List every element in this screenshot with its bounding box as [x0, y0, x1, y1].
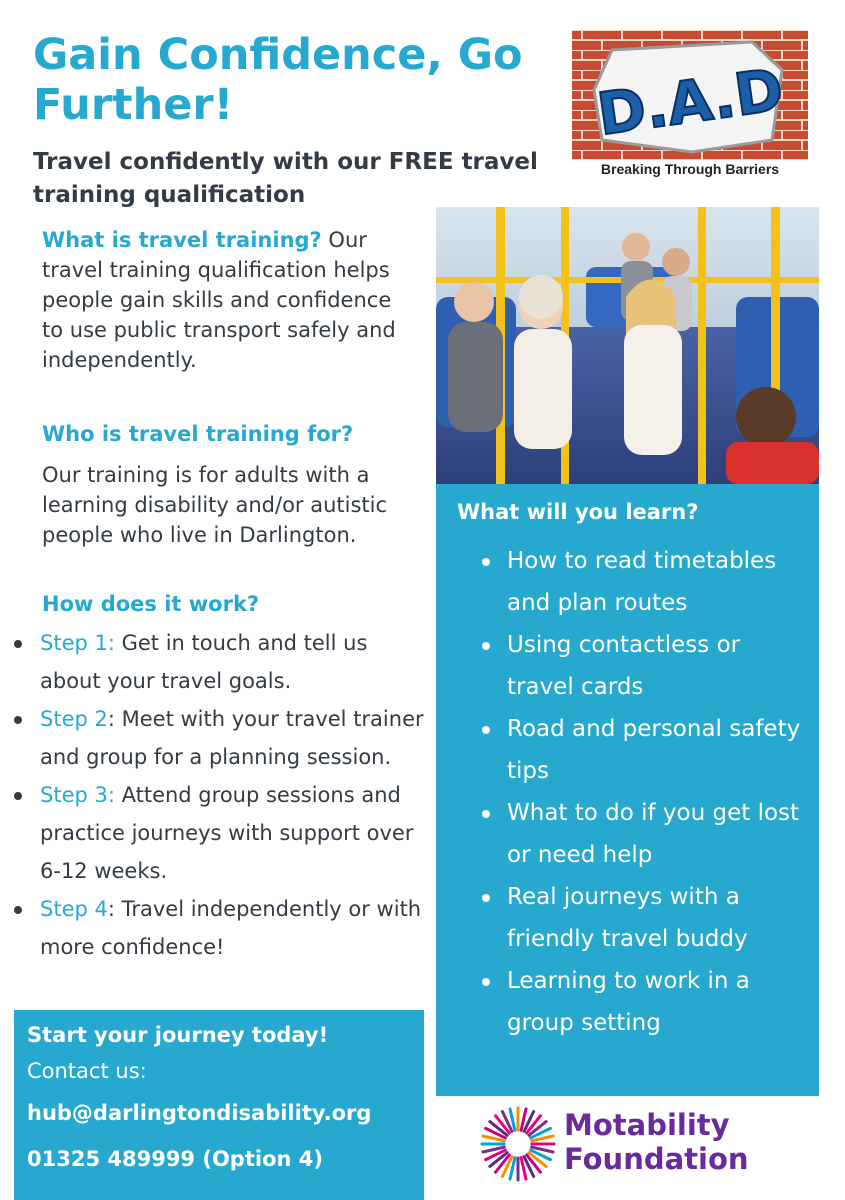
step-label: Step 4 [40, 897, 108, 921]
logo-tagline: Breaking Through Barriers [600, 161, 780, 177]
learn-item: Road and personal safety tips [482, 708, 812, 792]
step-label: Step 2 [40, 707, 108, 731]
intro-question: What is travel training? [42, 228, 322, 252]
contact-phone[interactable]: 01325 489999 (Option 4) [27, 1147, 323, 1171]
learn-box [436, 484, 819, 1096]
learn-item: Using contactless or travel cards [482, 624, 812, 708]
steps-list [14, 624, 424, 966]
learn-item: How to read timetables and plan routes [482, 540, 812, 624]
step-item [14, 700, 424, 776]
step-item [14, 776, 424, 890]
contact-label: Contact us: [27, 1059, 147, 1083]
learn-list [482, 540, 812, 1044]
step-item [14, 624, 424, 700]
learn-heading: What will you learn? [457, 500, 699, 524]
how-heading: How does it work? [42, 592, 260, 616]
who-heading: Who is travel training for? [42, 422, 354, 446]
bus-passengers-photo [436, 207, 819, 484]
who-text: Our training is for adults with a learning disability and/or autistic people who live in Darlington. [42, 463, 388, 547]
dad-logo-letters: D.A.D [593, 55, 788, 149]
intro-paragraph [42, 225, 417, 375]
intro-answer: Our travel training qualification helps people gain skills and confidence to use public transport safely and independently. [42, 228, 396, 372]
brick-wall-graphic [572, 30, 808, 160]
learn-item: Real journeys with a friendly travel buddy [482, 876, 812, 960]
sponsor-name [564, 1108, 749, 1176]
starburst-icon [478, 1104, 558, 1184]
contact-box [14, 1010, 424, 1200]
step-item [14, 890, 424, 966]
step-text: Attend group sessions and practice journeys with support over 6-12 weeks. [40, 783, 414, 883]
dad-logo [572, 30, 808, 182]
contact-cta: Start your journey today! [27, 1023, 329, 1047]
sponsor-line-2: Foundation [564, 1142, 749, 1176]
contact-email[interactable]: hub@darlingtondisability.org [27, 1101, 372, 1125]
step-text: : Travel independently or with more confidence! [40, 897, 422, 959]
step-text: Get in touch and tell us about your travel goals. [40, 631, 368, 693]
learn-item: Learning to work in a group setting [482, 960, 812, 1044]
sponsor-line-1: Motability [564, 1108, 730, 1142]
step-text: : Meet with your travel trainer and group for a planning session. [40, 707, 424, 769]
step-label: Step 3: [40, 783, 115, 807]
motability-foundation-logo [478, 1104, 778, 1184]
page-subtitle: Travel confidently with our FREE travel training qualification [33, 149, 538, 208]
step-label: Step 1: [40, 631, 115, 655]
learn-item: What to do if you get lost or need help [482, 792, 812, 876]
page-title: Gain Confidence, Go Further! [33, 30, 523, 130]
